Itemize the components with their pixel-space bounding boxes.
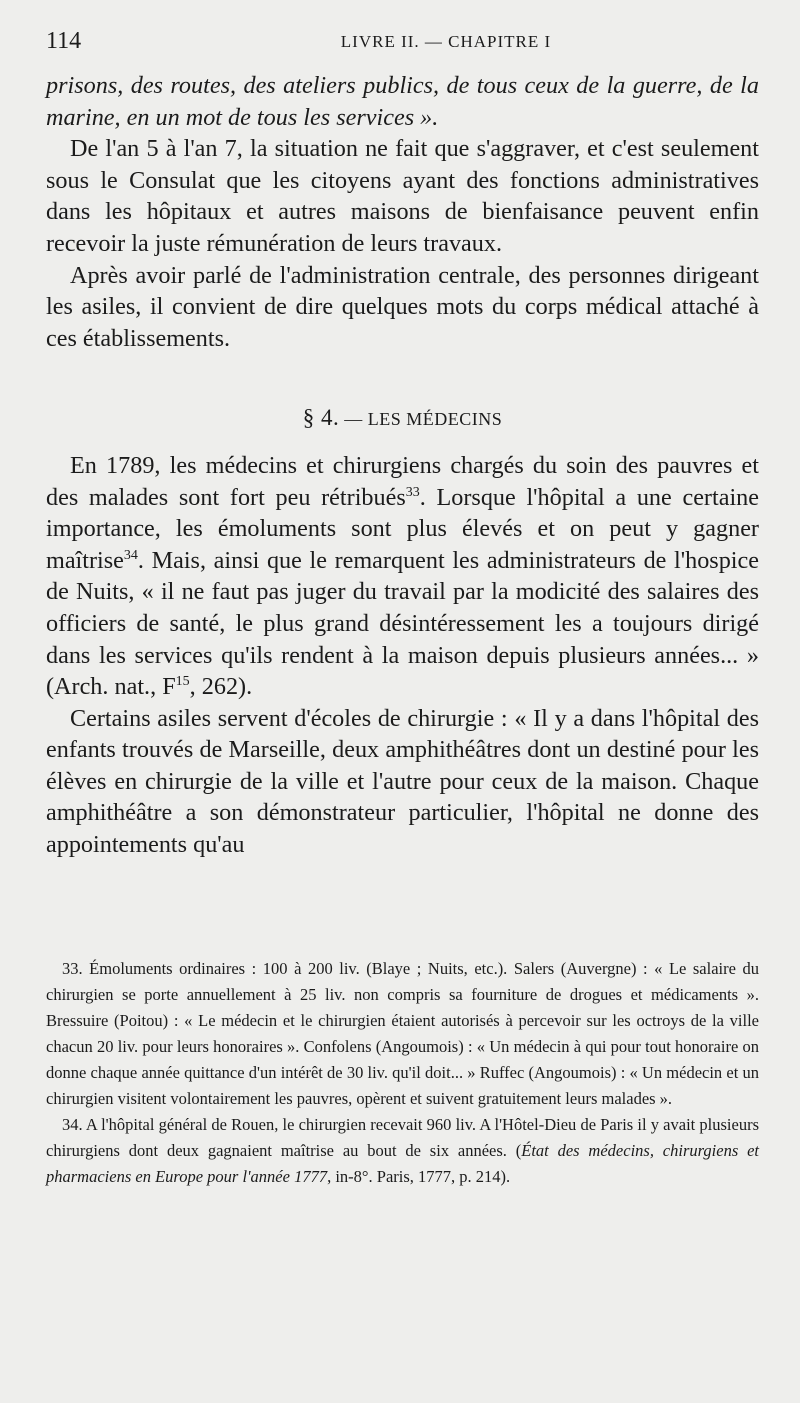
paragraph: Après avoir parlé de l'administration centrale, des personnes dirigeant les asiles, il convient de dire quelques mots du corps médical attaché à ces établissements. [46,261,759,352]
paragraph: Certains asiles servent d'écoles de chirurgie : « Il y a dans l'hôpital des enfants trouvés de Marseille, deux amphithéâtres dont un destiné pour les élèves en chirurgie de la ville et l'autre pour ceux de la maison. Chaque amphithéâtre a son démonstrateur particulier, l'hôpital ne donne des appointements qu'au [46,704,759,859]
footnote-ref-34: 34 [123,547,138,563]
text-run: . Lorsque l'hôpital a une certaine importance, les émoluments sont plus élevés et on peut y gagner maîtrise [46,483,759,574]
footnote-title: État des médecins, chirurgiens et pharmaciens en Europe pour l'année 1777 [46,1141,760,1186]
text-run: En 1789, les médecins et chirurgiens chargés du soin des pauvres et des malades sont fort peu rétribués [46,451,759,511]
footnote-text: , in-8°. Paris, 1777, p. 214). [327,1167,511,1186]
paragraph: De l'an 5 à l'an 7, la situation ne fait que s'aggraver, et c'est seulement sous le Consulat que les citoyens ayant des fonctions administratives dans les hôpitaux et autres maisons de bienfaisance peuvent enfin recevoir la juste rémunération de leurs travaux. [46,135,759,257]
section-title: LES MÉDECINS [367,409,503,430]
archive-series-superscript: 15 [175,674,190,690]
paragraph-continuation: prisons, des routes, des ateliers publics, de tous ceux de la guerre, de la marine, en un mot de tous les services ». [46,72,759,131]
footnote-34 [46,1112,759,1190]
section-number: § 4. [302,405,340,431]
running-head: LIVRE II. — CHAPITRE I [340,32,552,51]
paragraph [46,450,759,703]
footnotes [46,956,759,1190]
footnote-ref-33: 33 [405,484,420,500]
footnote-text: 34. A l'hôpital général de Rouen, le chirurgien recevait 960 liv. A l'Hôtel-Dieu de Paris il y avait plusieurs chirurgiens dont deux gagnaient maîtrise au bout de six années. ( [46,1115,759,1160]
section-dash: — [344,409,363,430]
page-number: 114 [46,28,82,54]
section-heading [46,402,759,436]
text-run: , 262). [189,673,253,701]
main-text [46,70,759,861]
text-run: . Mais, ainsi que le remarquent les administrateurs de l'hospice de Nuits, « il ne faut pas juger du travail par la modicité des salaires des officiers de santé, le plus grand désintéressement les a toujours dirigé dans les services qu'ils rendent à la maison depuis plusieurs années... » (Arch. nat., F [46,546,759,701]
page-header [46,28,756,58]
footnote-33: 33. Émoluments ordinaires : 100 à 200 liv. (Blaye ; Nuits, etc.). Salers (Auvergne) : « Le salaire du chirurgien se porte annuellement à 25 liv. non compris sa fourniture de drogues et médicaments ». Bressuire (Poitou) : « Le médecin et le chirurgien étaient autorisés à percevoir sur les octroys de la ville chacun 20 liv. pour leurs honoraires ». Confolens (Angoumois) : « Un médecin à qui pour tout honoraire on donne chaque année quittance d'un intérêt de 30 liv. qu'il doit... » Ruffec (Angoumois) : « Un médecin et un chirurgien visitent volontairement les pauvres, opèrent et suivent gratuitement leurs malades ». [46,959,759,1108]
